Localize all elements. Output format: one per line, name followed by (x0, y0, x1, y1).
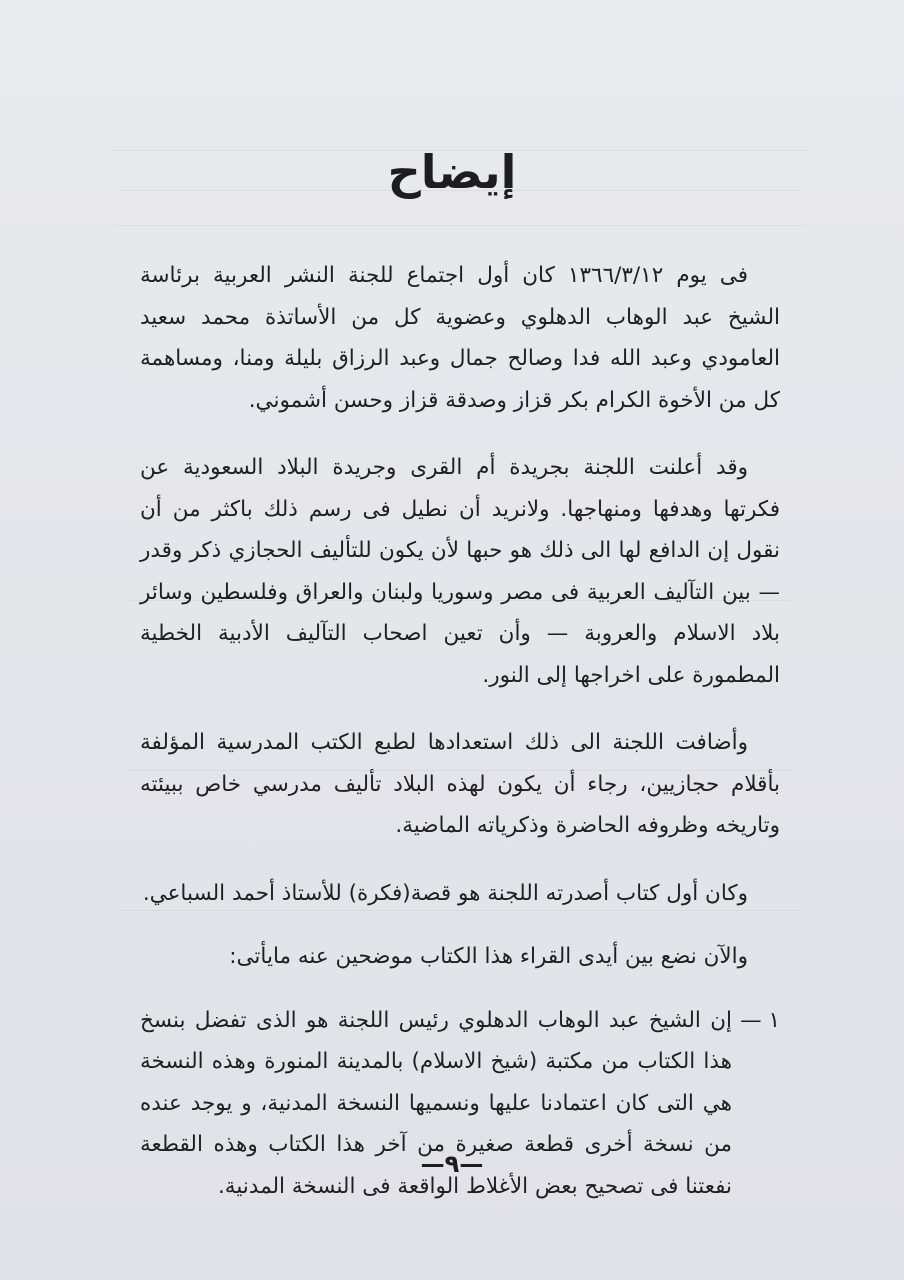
paragraph: وقد أعلنت اللجنة بجريدة أم القرى وجريدة البلاد السعودية عن فكرتها وهدفها ومنهاجها. ولانريد أن نطيل فى رسم ذلك باكثر من أن نقول إن الدافع لها الى ذلك هو حبها لأن يكون للتأليف الحجازي ذكر وقدر — بين التآليف العربية فى مصر وسوريا ولبنان والعراق وفلسطين وسائر بلاد الاسلام والعروبة — وأن تعين اصحاب التآليف الأدبية الخطية المطمورة على اخراجها إلى النور. (140, 455, 780, 688)
document-body (140, 255, 780, 1207)
paragraph: وكان أول كتاب أصدرته اللجنة هو قصة(فكرة) للأستاذ أحمد السباعي. (142, 880, 748, 906)
list-item-number: ١ — (740, 1007, 780, 1033)
list-item-text: إن الشيخ عبد الوهاب الدهلوي رئيس اللجنة هو الذى تفضل بنسخ هذا الكتاب من مكتبة (شيخ الاسلام) بالمدينة المنورة وهذه النسخة هي التى كان اعتمادنا عليها ونسميها النسخة المدنية، و يوجد عنده من نسخة أخرى قطعة صغيرة من آخر هذا الكتاب وهذه القطعة نفعتنا فى تصحيح بعض الأغلاط الواقعة فى النسخة المدنية. (140, 1007, 732, 1199)
show-through-line (115, 225, 805, 226)
paragraph: والآن نضع بين أيدى القراء هذا الكتاب موضحين عنه مايأتى: (229, 944, 748, 969)
paragraph: فى يوم ١٣٦٦/٣/١٢ كان أول اجتماع للجنة النشر العربية برئاسة الشيخ عبد الوهاب الدهلوي وعضوية كل من الأساتذة محمد سعيد العامودي وعبد الله فدا وصالح جمال وعبد الرزاق بليلة ومنا، ومساهمة كل من الأخوة الكرام بكر قزاز وصدقة قزاز وحسن أشموني. (140, 263, 780, 413)
page-number: —٩— (420, 1150, 484, 1178)
page-title: إيضاح (387, 145, 517, 199)
paragraph: وأضافت اللجنة الى ذلك استعدادها لطبع الكتب المدرسية المؤلفة بأقلام حجازيين، رجاء أن يكون لهذه البلاد تأليف مدرسي خاص ببيئته وتاريخه وظروفه الحاضرة وذكرياته الماضية. (140, 730, 780, 838)
